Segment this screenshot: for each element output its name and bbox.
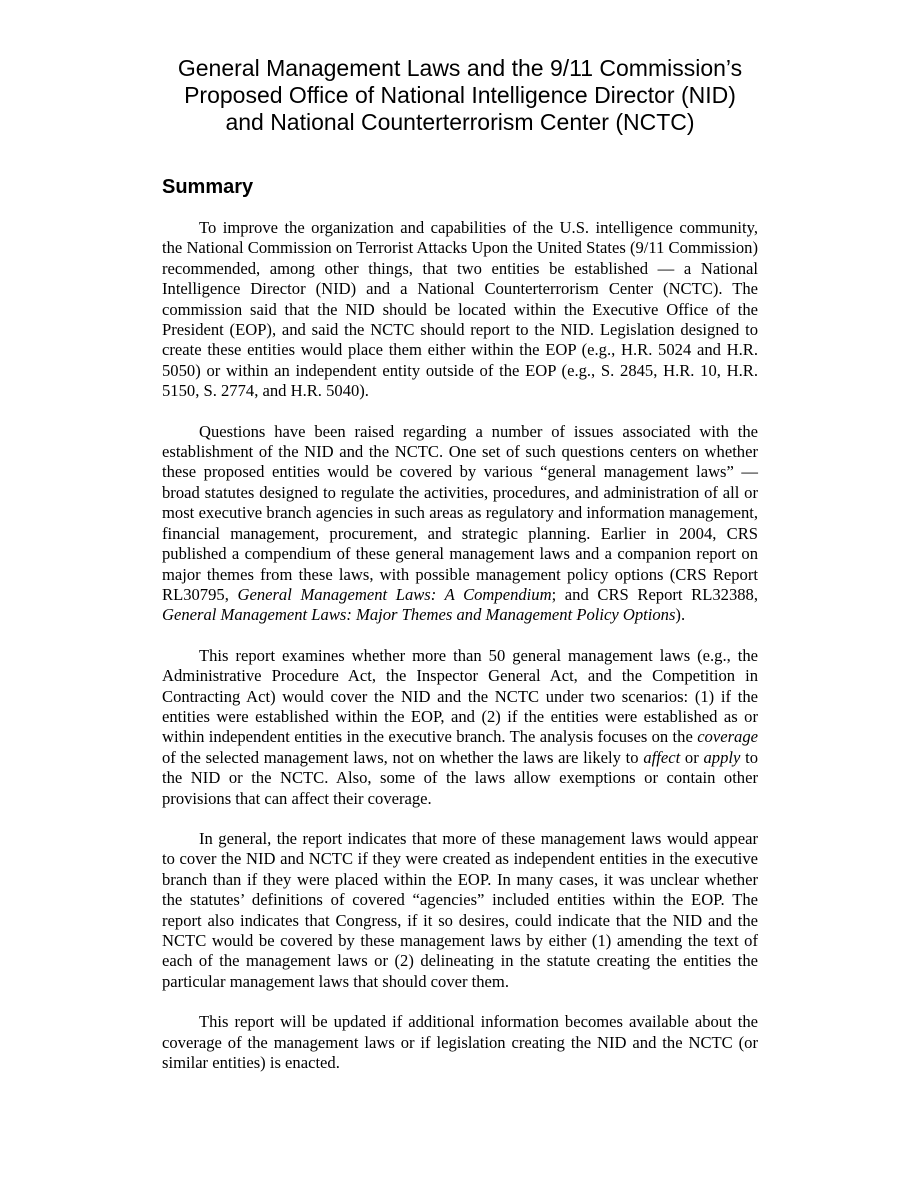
document-page bbox=[162, 55, 758, 1073]
title-line-3: and National Counterterrorism Center (NCTC) bbox=[225, 109, 695, 135]
paragraph-2-text-b: ; and CRS Report RL32388, bbox=[551, 584, 758, 604]
paragraph-3-text-a: This report examines whether more than 50 general management laws (e.g., the Administrative Procedure Act, the Inspector General Act, and the Competition in Contracting Act) would cover the NID and the NCTC under two scenarios: (1) if the entities were established within the EOP, and (2) if the entities were established as or within independent entities in the executive branch. The analysis focuses on the bbox=[162, 645, 758, 747]
emphasis-coverage: coverage bbox=[697, 727, 758, 747]
paragraph-2-text-a: Questions have been raised regarding a number of issues associated with the establishment of the NID and the NCTC. One set of such questions centers on whether these proposed entities would be covered by various “general management laws” — broad statutes designed to regulate the activities, procedures, and administration of all or most executive branch agencies in such areas as regulatory and information management, financial management, procurement, and strategic planning. Earlier in 2004, CRS published a compendium of these general management laws and a companion report on major themes from these laws, with possible management policy options (CRS Report RL30795, bbox=[162, 421, 758, 604]
report-title-compendium: General Management Laws: A Compendium bbox=[237, 584, 552, 604]
title-line-1: General Management Laws and the 9/11 Commission’s bbox=[177, 55, 743, 81]
emphasis-apply: apply bbox=[703, 747, 741, 767]
paragraph-2-text-c: ). bbox=[675, 605, 686, 625]
summary-paragraph-4: In general, the report indicates that more of these management laws would appear to cover the NID and NCTC if they were created as independent entities in the executive branch than if they were placed within the EOP. In many cases, it was unclear whether the statutes’ definitions of covered “agencies” included entities within the EOP. The report also indicates that Congress, if it so desires, could indicate that the NID and the NCTC would be covered by these management laws by either (1) amending the text of each of the management laws or (2) delineating in the statute creating the entities the particular management laws that should cover them. bbox=[162, 828, 758, 991]
summary-heading: Summary bbox=[162, 176, 254, 198]
document-title bbox=[162, 55, 758, 136]
summary-paragraph-1: To improve the organization and capabilities of the U.S. intelligence community, the National Commission on Terrorist Attacks Upon the United States (9/11 Commission) recommended, among other things, that two entities be established — a National Intelligence Director (NID) and a National Counterterrorism Center (NCTC). The commission said that the NID should be located within the Executive Office of the President (EOP), and said the NCTC should report to the NID. Legislation designed to create these entities would place them either within the EOP (e.g., H.R. 5024 and H.R. 5050) or within an independent entity outside of the EOP (e.g., S. 2845, H.R. 10, H.R. 5150, S. 2774, and H.R. 5040). bbox=[162, 218, 758, 401]
paragraph-3-text-d: to the NID or the NCTC. Also, some of the laws allow exemptions or contain other provisions that can affect their coverage. bbox=[162, 747, 759, 808]
summary-paragraph-3 bbox=[162, 646, 758, 809]
paragraph-3-text-c: or bbox=[680, 747, 704, 767]
paragraph-3-text-b: of the selected management laws, not on whether the laws are likely to bbox=[162, 747, 644, 767]
summary-paragraph-2 bbox=[162, 422, 758, 626]
emphasis-affect: affect bbox=[643, 747, 681, 767]
title-line-2: Proposed Office of National Intelligence Director (NID) bbox=[184, 82, 736, 108]
summary-paragraph-5: This report will be updated if additional information becomes available about the coverage of the management laws or if legislation creating the NID and the NCTC (or similar entities) is enacted. bbox=[162, 1012, 758, 1073]
report-title-major-themes: General Management Laws: Major Themes and Management Policy Options bbox=[162, 605, 676, 625]
